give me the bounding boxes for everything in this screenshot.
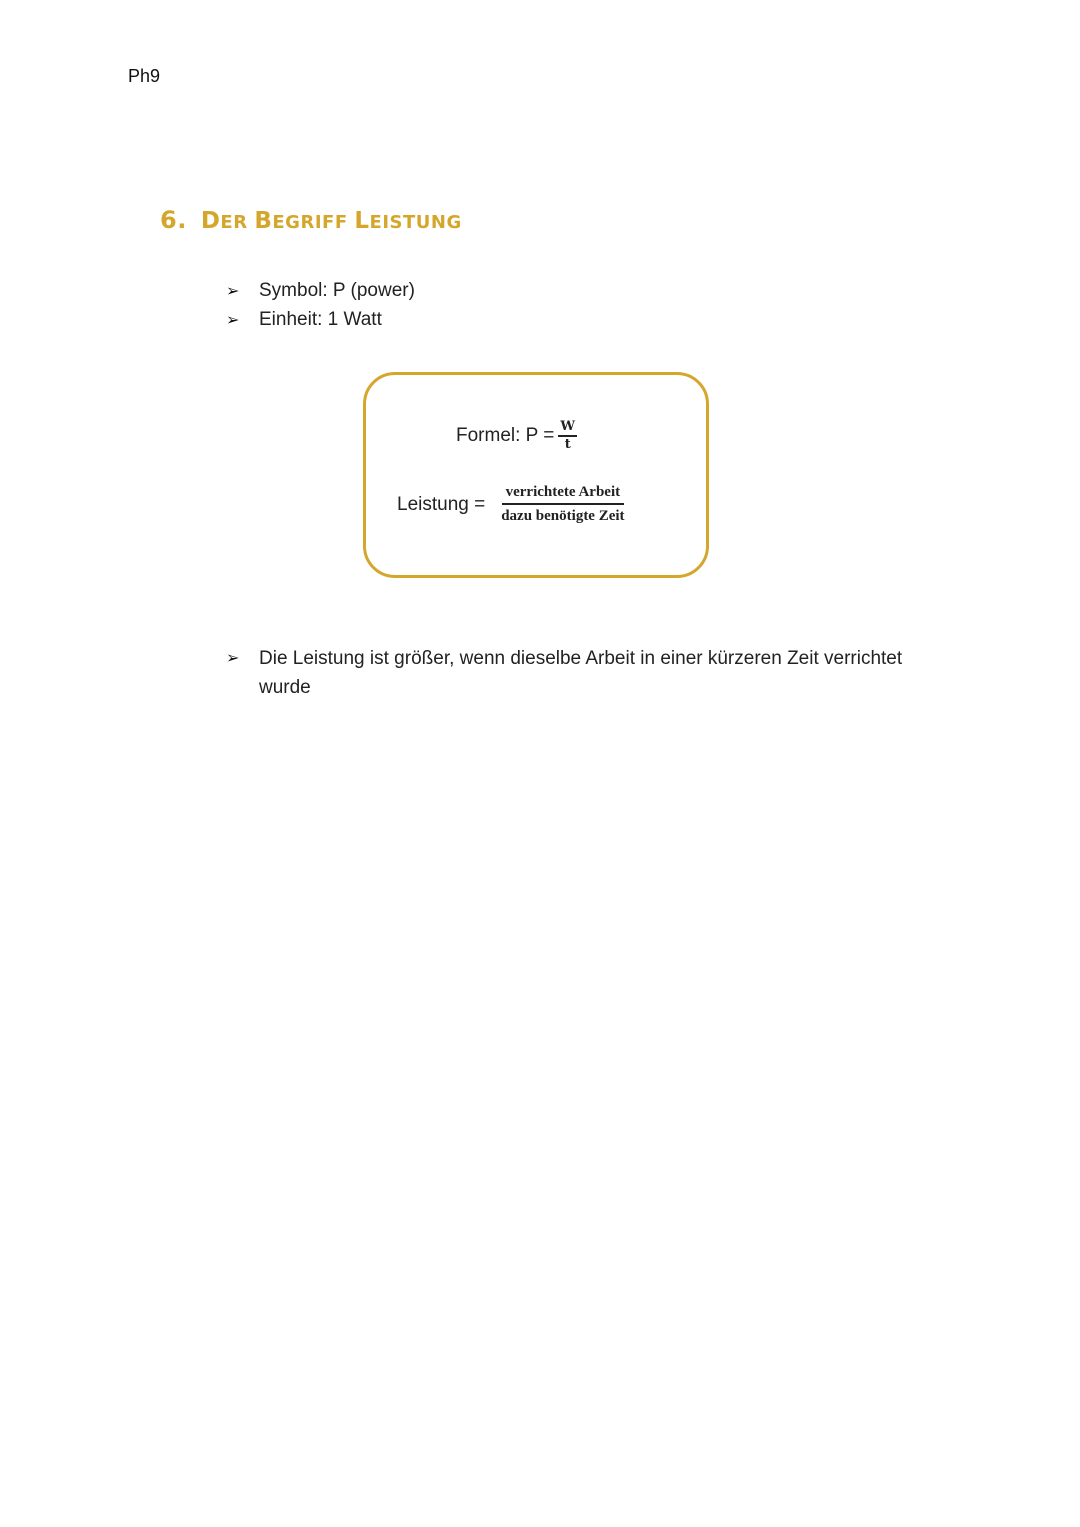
formula-numerator: W <box>558 419 577 437</box>
formula-label: Formel: P = <box>456 425 555 446</box>
list-item <box>226 276 415 305</box>
leistung-numerator: verrichtete Arbeit <box>502 483 625 505</box>
leistung-fraction <box>499 483 626 527</box>
note-item <box>226 644 946 702</box>
arrow-bullet-icon: ➢ <box>226 311 240 329</box>
arrow-bullet-icon: ➢ <box>226 650 240 667</box>
section-number: 6. <box>160 206 187 234</box>
title-part: B <box>254 208 273 234</box>
bullet-text: Einheit: 1 Watt <box>259 308 382 330</box>
bullet-text: Symbol: P (power) <box>259 279 415 301</box>
leistung-denominator: dazu benötigte Zeit <box>501 508 625 524</box>
arrow-bullet-icon: ➢ <box>226 282 240 300</box>
title-part: EGRIFF <box>272 212 355 233</box>
list-item <box>226 305 415 334</box>
title-part: D <box>200 208 221 234</box>
section-title <box>160 206 462 234</box>
title-part: L <box>354 208 370 234</box>
leistung-label: Leistung = <box>397 494 486 515</box>
formula-line <box>456 419 577 453</box>
section-title-text <box>201 208 462 234</box>
formula-box <box>363 372 709 578</box>
leistung-line <box>397 483 627 527</box>
title-part: EISTUNG <box>369 212 462 233</box>
page-header-code: Ph9 <box>128 66 161 86</box>
title-part: ER <box>220 212 255 233</box>
bullet-list <box>226 276 415 334</box>
formula-denominator: t <box>564 437 571 452</box>
formula-fraction <box>558 419 577 453</box>
note-text: Die Leistung ist größer, wenn dieselbe Arbeit in einer kürzeren Zeit verrichtet wurde <box>259 648 903 698</box>
